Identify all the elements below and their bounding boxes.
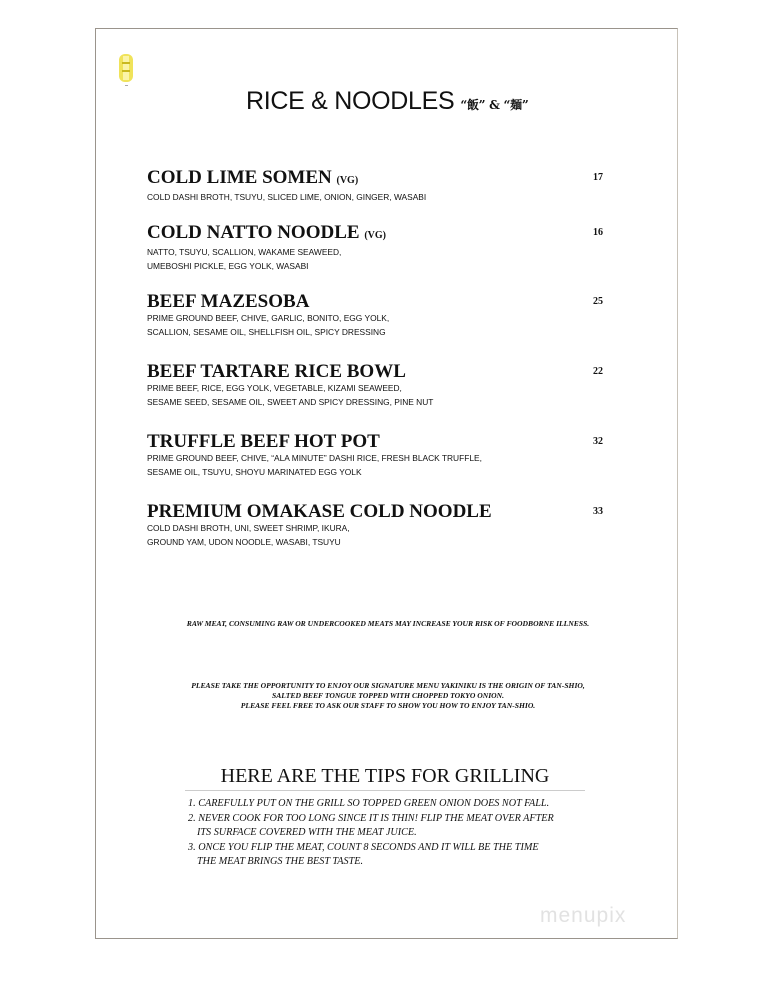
item-price: 32 <box>593 436 603 447</box>
menu-item <box>147 292 607 340</box>
item-price: 33 <box>593 506 603 517</box>
item-name: BEEF MAZESOBA <box>147 291 310 312</box>
item-desc: PRIME BEEF, RICE, EGG YOLK, VEGETABLE, KIZAMI SEAWEED, <box>147 383 402 393</box>
tips-list <box>188 797 554 870</box>
item-name: COLD LIME SOMEN <box>147 167 332 188</box>
tip-line: THE MEAT BRINGS THE BEST TASTE. <box>197 856 364 867</box>
item-desc: GROUND YAM, UDON NOODLE, WASABI, TSUYU <box>147 537 341 547</box>
item-desc: UMEBOSHI PICKLE, EGG YOLK, WASABI <box>147 261 309 271</box>
watermark: menupix <box>540 904 627 927</box>
item-tag: (VG) <box>364 230 386 241</box>
tip-line: 3. ONCE YOU FLIP THE MEAT, COUNT 8 SECONDS AND IT WILL BE THE TIME <box>188 841 539 853</box>
page-title: RICE & NOODLES “飯” & “麺” <box>246 87 529 115</box>
item-name: PREMIUM OMAKASE COLD NOODLE <box>147 501 492 522</box>
item-desc: SESAME OIL, TSUYU, SHOYU MARINATED EGG YOLK <box>147 467 362 477</box>
tip-line: ITS SURFACE COVERED WITH THE MEAT JUICE. <box>197 827 417 838</box>
item-price: 25 <box>593 296 603 307</box>
item-desc: NATTO, TSUYU, SCALLION, WAKAME SEAWEED, <box>147 247 342 257</box>
item-name: COLD NATTO NOODLE <box>147 222 360 243</box>
item-desc: PRIME GROUND BEEF, CHIVE, GARLIC, BONITO, EGG YOLK, <box>147 313 390 323</box>
item-tag: (VG) <box>336 175 359 186</box>
item-name: TRUFFLE BEEF HOT POT <box>147 431 380 452</box>
item-desc: PRIME GROUND BEEF, CHIVE, “ALA MINUTE” DASHI RICE, FRESH BLACK TRUFFLE, <box>147 453 482 463</box>
menu-item <box>147 362 607 410</box>
item-desc: SCALLION, SESAME OIL, SHELLFISH OIL, SPICY DRESSING <box>147 327 386 337</box>
item-desc: SESAME SEED, SESAME OIL, SWEET AND SPICY DRESSING, PINE NUT <box>147 397 434 407</box>
tips-title: HERE ARE THE TIPS FOR GRILLING <box>185 765 585 791</box>
tip-line: 2. NEVER COOK FOR TOO LONG SINCE IT IS THIN! FLIP THE MEAT OVER AFTER <box>188 812 554 824</box>
menu-item <box>147 502 607 550</box>
tip-line: 1. CAREFULLY PUT ON THE GRILL SO TOPPED GREEN ONION DOES NOT FALL. <box>188 798 550 809</box>
item-price: 17 <box>593 172 603 183</box>
item-price: 22 <box>593 366 603 377</box>
item-price: 16 <box>593 227 603 238</box>
item-name: BEEF TARTARE RICE BOWL <box>147 361 406 382</box>
item-desc: COLD DASHI BROTH, TSUYU, SLICED LIME, ONION, GINGER, WASABI <box>147 192 427 202</box>
title-cjk: “飯” & “麺” <box>460 98 529 112</box>
menu-item <box>147 223 607 274</box>
signature-notice: PLEASE TAKE THE OPPORTUNITY TO ENJOY OUR SIGNATURE MENU YAKINIKU IS THE ORIGIN OF TAN-SHIO, SALTED BEEF TONGUE TOPPED WITH CHOPPED TOKYO ONION. PLEASE FEEL FREE TO ASK OUR STAFF TO SHOW YOU HOW TO ENJOY TAN-SHIO. <box>191 681 585 710</box>
raw-meat-warning: RAW MEAT, CONSUMING RAW OR UNDERCOOKED MEATS MAY INCREASE YOUR RISK OF FOODBORNE ILLNESS. <box>186 619 590 628</box>
menu-item <box>147 168 607 205</box>
restaurant-logo-icon <box>117 52 135 88</box>
menu-item <box>147 432 607 480</box>
item-desc: COLD DASHI BROTH, UNI, SWEET SHRIMP, IKURA, <box>147 523 350 533</box>
